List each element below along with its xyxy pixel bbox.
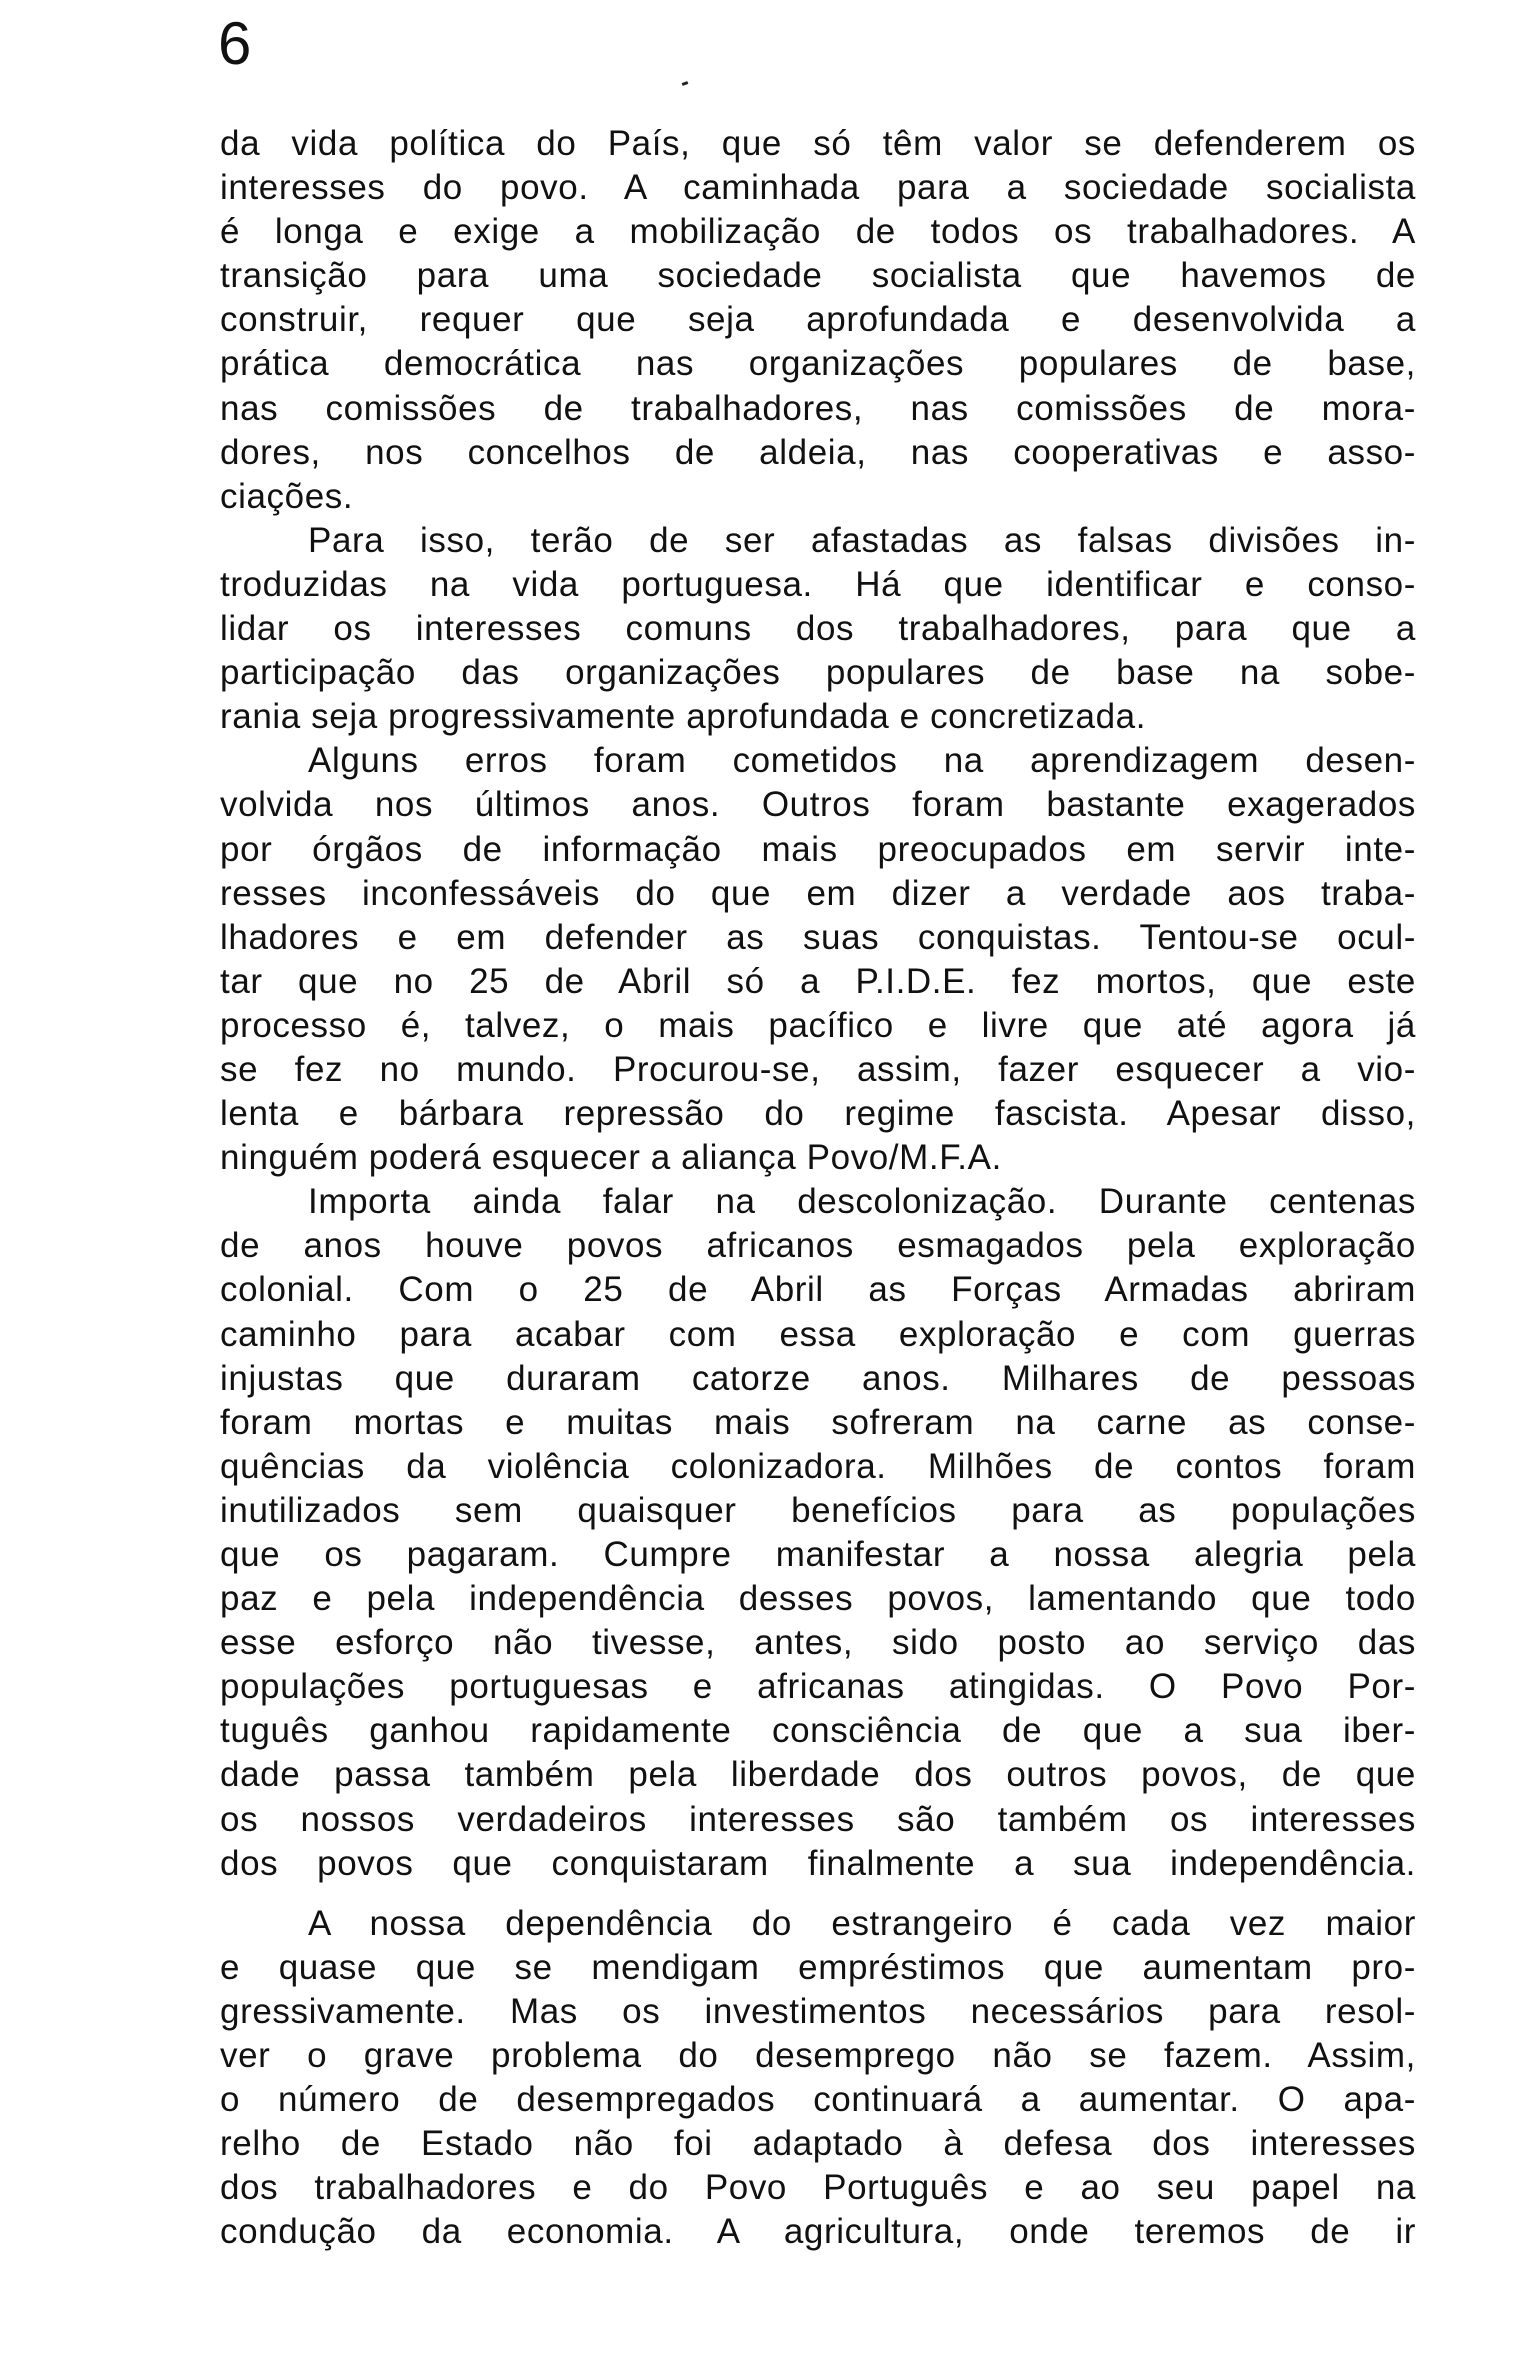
text-line: Alguns erros foram cometidos na aprendizagem desen- [308,741,1416,781]
paragraph-4 [220,1180,1416,1886]
paragraph-5 [220,1902,1416,2255]
text-line: troduzidas na vida portuguesa. Há que identificar e conso- [220,564,1416,604]
text-line: tar que no 25 de Abril só a P.I.D.E. fez mortos, que este [220,961,1416,1001]
text-line: injustas que duraram catorze anos. Milhares de pessoas [220,1358,1416,1398]
text-line: interesses do povo. A caminhada para a sociedade socialista [220,168,1416,208]
text-line: populações portuguesas e africanas atingidas. O Povo Por- [220,1667,1416,1707]
text-line: condução da economia. A agricultura, onde teremos de ir [220,2212,1416,2252]
page-number: 6 [218,10,252,77]
text-line: é longa e exige a mobilização de todos os trabalhadores. A [220,212,1416,252]
text-line: ver o grave problema do desemprego não se fazem. Assim, [220,2036,1416,2076]
text-line: participação das organizações populares de base na sobe- [220,653,1416,693]
text-line: dos povos que conquistaram finalmente a sua independência. [220,1843,1416,1883]
text-line: o número de desempregados continuará a aumentar. O apa- [220,2080,1416,2120]
text-line: de anos houve povos africanos esmagados pela exploração [220,1226,1416,1266]
text-line: dores, nos concelhos de aldeia, nas cooperativas e asso- [220,432,1416,472]
text-line: que os pagaram. Cumpre manifestar a nossa alegria pela [220,1535,1416,1574]
paragraph-1 [220,122,1416,519]
text-line: quências da violência colonizadora. Milhões de contos foram [220,1446,1416,1486]
text-line: gressivamente. Mas os investimentos necessários para resol- [220,1991,1416,2031]
text-line: da vida política do País, que só têm valor se defenderem os [220,124,1416,163]
text-line: lenta e bárbara repressão do regime fascista. Apesar disso, [220,1094,1416,1134]
body-text [220,122,1416,2255]
text-line: rania seja progressivamente aprofundada e concretizada. [220,697,1147,737]
text-line: ninguém poderá esquecer a aliança Povo/M.F.A. [220,1138,1002,1178]
text-line: se fez no mundo. Procurou-se, assim, fazer esquecer a vio- [220,1049,1416,1089]
text-line: transição para uma sociedade socialista que havemos de [220,256,1416,296]
text-line: volvida nos últimos anos. Outros foram bastante exagerados [220,785,1416,825]
text-line: inutilizados sem quaisquer benefícios para as populações [220,1490,1416,1530]
text-line: tuguês ganhou rapidamente consciência de que a sua iber- [220,1711,1416,1751]
text-line: construir, requer que seja aprofundada e desenvolvida a [220,300,1416,340]
print-speck [682,81,689,86]
text-line: lhadores e em defender as suas conquistas. Tentou-se ocul- [220,917,1416,957]
text-line: Para isso, terão de ser afastadas as falsas divisões in- [308,520,1416,560]
text-line: nas comissões de trabalhadores, nas comissões de mora- [220,388,1416,428]
text-line: e quase que se mendigam empréstimos que aumentam pro- [220,1947,1416,1987]
text-line: os nossos verdadeiros interesses são também os interesses [220,1799,1416,1839]
text-line: lidar os interesses comuns dos trabalhadores, para que a [220,609,1416,649]
text-line: dos trabalhadores e do Povo Português e ao seu papel na [220,2168,1416,2208]
text-line: ciações. [220,476,354,516]
text-line: colonial. Com o 25 de Abril as Forças Armadas abriram [220,1270,1416,1310]
text-line: Importa ainda falar na descolonização. Durante centenas [308,1182,1416,1222]
text-line: relho de Estado não foi adaptado à defesa dos interesses [220,2124,1416,2164]
text-line: esse esforço não tivesse, antes, sido posto ao serviço das [220,1623,1416,1663]
text-line: paz e pela independência desses povos, lamentando que todo [220,1579,1416,1619]
text-line: dade passa também pela liberdade dos outros povos, de que [220,1755,1416,1795]
text-line: resses inconfessáveis do que em dizer a verdade aos traba- [220,873,1416,913]
text-line: prática democrática nas organizações populares de base, [220,344,1416,384]
text-line: foram mortas e muitas mais sofreram na carne as conse- [220,1402,1416,1442]
text-line: A nossa dependência do estrangeiro é cada vez maior [308,1903,1416,1943]
paragraph-2 [220,519,1416,739]
text-line: caminho para acabar com essa exploração e com guerras [220,1314,1416,1354]
text-line: por órgãos de informação mais preocupados em servir inte- [220,829,1416,869]
paragraph-3 [220,739,1416,1180]
text-line: processo é, talvez, o mais pacífico e livre que até agora já [220,1005,1416,1045]
